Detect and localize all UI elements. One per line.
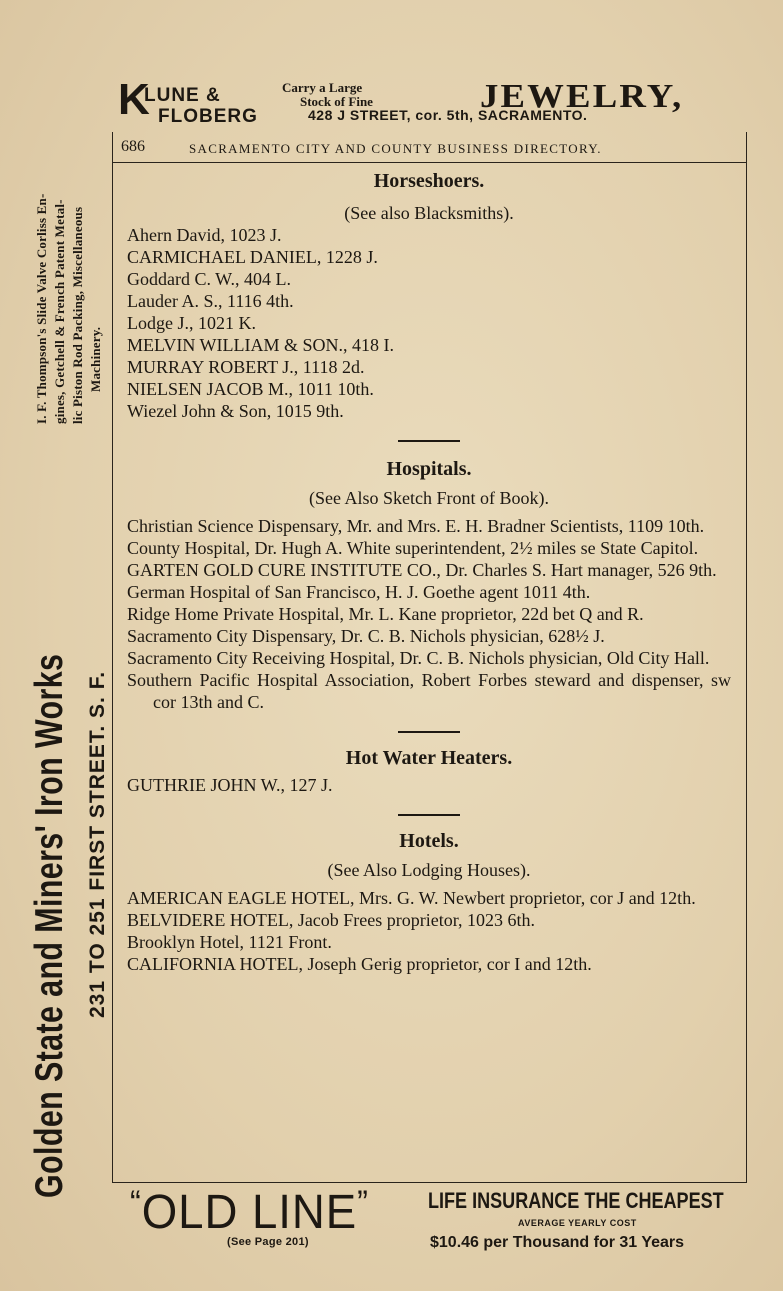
directory-entry: Wiezel John & Son, 1015 9th.: [127, 401, 344, 421]
directory-entry: Sacramento City Dispensary, Dr. C. B. Nichols physician, 628½ J.: [127, 626, 605, 646]
section-divider: [398, 814, 460, 816]
directory-entry: Lodge J., 1021 K.: [127, 313, 256, 333]
life-insurance-headline: LIFE INSURANCE THE CHEAPEST: [428, 1188, 724, 1213]
floberg-name: FLOBERG: [158, 106, 258, 127]
thompson-line-2: gines, Getchell & French Patent Metal-: [52, 199, 67, 424]
section-heading: Horseshoers.: [373, 170, 485, 192]
old-line-insurance-ad: [112, 1186, 745, 1256]
directory-entry: MURRAY ROBERT J., 1118 2d.: [127, 357, 365, 377]
directory-entry: Christian Science Dispensary, Mr. and Mrs. E. H. Bradner Scientists, 1109 10th.: [127, 516, 705, 536]
see-also-note: (See Also Sketch Front of Book).: [309, 488, 549, 508]
jewelry-address: 428 J STREET, cor. 5th, SACRAMENTO.: [308, 107, 588, 123]
section-horseshoers: [127, 170, 731, 422]
old-line-text: OLD LINE: [141, 1186, 358, 1239]
carry-line-1: Carry a Large: [282, 80, 363, 95]
section-hotels: [127, 830, 731, 975]
directory-entry: CALIFORNIA HOTEL, Joseph Gerig proprietor, cor I and 12th.: [127, 954, 592, 974]
section-heading: Hospitals.: [386, 458, 472, 480]
directory-entry: Goddard C. W., 404 L.: [127, 269, 291, 289]
directory-entry: AMERICAN EAGLE HOTEL, Mrs. G. W. Newbert proprietor, cor J and 12th.: [127, 888, 696, 908]
directory-entry: Southern Pacific Hospital Association, Robert Forbes steward and dispenser, sw cor 13th and C.: [127, 670, 731, 712]
see-page-note: (See Page 201): [227, 1236, 309, 1248]
directory-entry: NIELSEN JACOB M., 1011 10th.: [127, 379, 374, 399]
klune-name: LUNE &: [144, 85, 221, 106]
directory-entry: Ahern David, 1023 J.: [127, 225, 282, 245]
directory-entry: Sacramento City Receiving Hospital, Dr. C. B. Nichols physician, Old City Hall.: [127, 648, 710, 668]
section-heading: Hotels.: [399, 830, 459, 852]
directory-page-frame: [112, 132, 747, 1183]
directory-entry: GUTHRIE JOHN W., 127 J.: [127, 775, 333, 795]
cost-per-thousand: $10.46 per Thousand for 31 Years: [430, 1234, 685, 1251]
iron-works-street: 231 TO 251 FIRST STREET. S. F.: [86, 670, 109, 1018]
directory-entry: BELVIDERE HOTEL, Jacob Frees proprietor, 1023 6th.: [127, 910, 536, 930]
running-head: [113, 132, 746, 163]
page-number: 686: [121, 138, 145, 155]
directory-entry: German Hospital of San Francisco, H. J. Goethe agent 1011 4th.: [127, 582, 591, 602]
klune-floberg-ad: [112, 75, 757, 128]
section-divider: [398, 440, 460, 442]
section-hot-water-heaters: [127, 747, 731, 796]
see-also-note: (See Also Lodging Houses).: [327, 860, 531, 880]
directory-entry: Ridge Home Private Hospital, Mr. L. Kane proprietor, 22d bet Q and R.: [127, 604, 644, 624]
directory-entry: Lauder A. S., 1116 4th.: [127, 291, 294, 311]
thompson-line-3: lic Piston Rod Packing, Miscellaneous: [70, 206, 85, 424]
iron-works-name: Golden State and Miners' Iron Works: [28, 653, 71, 1198]
directory-title: SACRAMENTO CITY AND COUNTY BUSINESS DIRECTORY.: [189, 141, 602, 156]
klune-initial: K: [118, 75, 150, 124]
section-hospitals: [127, 458, 731, 713]
directory-entry: GARTEN GOLD CURE INSTITUTE CO., Dr. Charles S. Hart manager, 526 9th.: [127, 560, 717, 580]
carry-text: [282, 81, 373, 108]
directory-entry: Brooklyn Hotel, 1121 Front.: [127, 932, 332, 952]
see-also-note: (See also Blacksmiths).: [344, 203, 514, 223]
directory-entry: CARMICHAEL DANIEL, 1228 J.: [127, 247, 378, 267]
section-heading: Hot Water Heaters.: [345, 747, 513, 769]
directory-entry: County Hospital, Dr. Hugh A. White superintendent, 2½ miles se State Capitol.: [127, 538, 699, 558]
thompson-line-1: I. F. Thompson's Slide Valve Corliss En-: [34, 193, 49, 424]
average-cost-label: AVERAGE YEARLY COST: [518, 1218, 637, 1228]
carry-line-2: Stock of Fine: [300, 93, 373, 109]
thompson-line-4: Machinery.: [88, 326, 103, 392]
old-line-title: “OLD LINE”: [130, 1184, 369, 1239]
section-divider: [398, 731, 460, 733]
directory-entry: MELVIN WILLIAM & SON., 418 I.: [127, 335, 394, 355]
directory-content: [127, 170, 731, 975]
jewelry-title: JEWELRY,: [480, 78, 684, 115]
